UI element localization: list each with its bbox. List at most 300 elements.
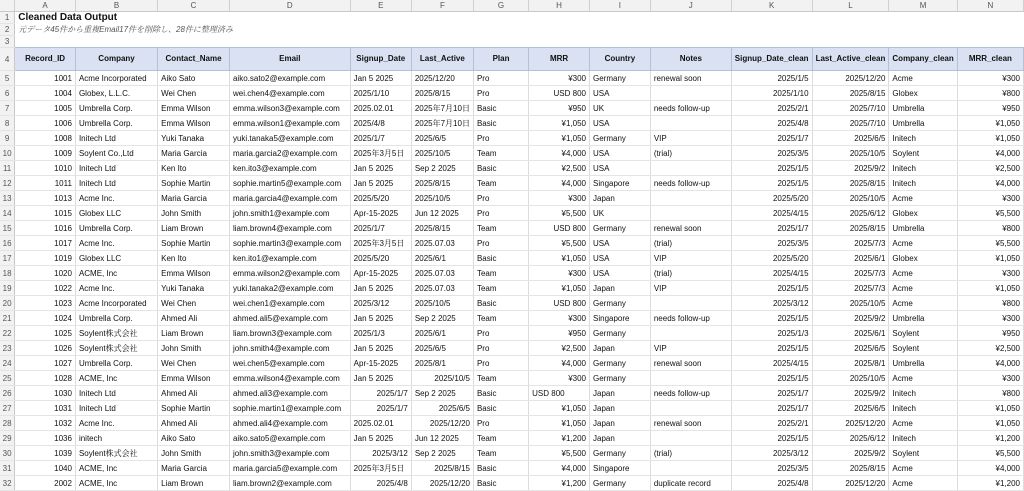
cell-company-clean[interactable]: Initech <box>889 176 957 191</box>
cell-last-active-clean[interactable]: 2025/8/15 <box>812 461 889 476</box>
cell-company-clean[interactable]: Acme <box>889 281 957 296</box>
cell-last-active[interactable]: 2025/8/15 <box>411 461 473 476</box>
cell-contact-name[interactable]: John Smith <box>158 446 230 461</box>
cell-country[interactable]: Singapore <box>590 461 651 476</box>
cell-mrr[interactable]: ¥2,500 <box>529 341 590 356</box>
cell-country[interactable]: Singapore <box>590 311 651 326</box>
cell-country[interactable]: UK <box>590 206 651 221</box>
cell-mrr[interactable]: ¥300 <box>529 191 590 206</box>
cell-email[interactable]: liam.brown4@example.com <box>229 221 350 236</box>
cell-notes[interactable]: needs follow-up <box>650 101 731 116</box>
cell-company-clean[interactable]: Globex <box>889 206 957 221</box>
header-cell[interactable]: Notes <box>650 48 731 71</box>
cell-country[interactable]: Germany <box>590 326 651 341</box>
row-number[interactable]: 16 <box>0 236 15 251</box>
row-number[interactable]: 6 <box>0 86 15 101</box>
cell-notes[interactable]: (trial) <box>650 266 731 281</box>
cell-notes[interactable]: VIP <box>650 341 731 356</box>
cell-notes[interactable] <box>650 461 731 476</box>
row-number[interactable]: 8 <box>0 116 15 131</box>
header-cell[interactable]: Contact_Name <box>158 48 230 71</box>
cell-last-active[interactable]: 2025/10/5 <box>411 146 473 161</box>
cell-signup-date-clean[interactable]: 2025/1/7 <box>731 131 812 146</box>
cell-mrr-clean[interactable]: ¥4,000 <box>957 356 1023 371</box>
row-number[interactable]: 1 <box>0 12 15 24</box>
cell-mrr[interactable]: ¥4,000 <box>529 356 590 371</box>
cell-mrr[interactable]: ¥1,200 <box>529 476 590 491</box>
cell-record-id[interactable]: 1019 <box>15 251 76 266</box>
cell-signup-date[interactable]: Jan 5 2025 <box>350 341 411 356</box>
cell-plan[interactable]: Pro <box>473 131 528 146</box>
cell-mrr-clean[interactable]: ¥800 <box>957 86 1023 101</box>
cell-signup-date-clean[interactable]: 2025/3/5 <box>731 236 812 251</box>
cell-record-id[interactable]: 1013 <box>15 191 76 206</box>
cell-signup-date-clean[interactable]: 2025/4/15 <box>731 266 812 281</box>
cell-company[interactable]: Initech Ltd <box>75 401 157 416</box>
cell-email[interactable]: maria.garcia4@example.com <box>229 191 350 206</box>
cell-plan[interactable]: Pro <box>473 341 528 356</box>
cell-signup-date-clean[interactable]: 2025/4/15 <box>731 206 812 221</box>
cell-record-id[interactable]: 1009 <box>15 146 76 161</box>
cell-company[interactable]: Umbrella Corp. <box>75 356 157 371</box>
cell-contact-name[interactable]: Maria Garcia <box>158 146 230 161</box>
cell-last-active[interactable]: 2025年7月10日 <box>411 116 473 131</box>
cell-email[interactable]: ahmed.ali5@example.com <box>229 311 350 326</box>
cell-company-clean[interactable]: Acme <box>889 71 957 86</box>
cell-signup-date[interactable]: 2025/1/7 <box>350 401 411 416</box>
cell-record-id[interactable]: 1027 <box>15 356 76 371</box>
cell-company[interactable]: Acme Inc. <box>75 416 157 431</box>
header-cell[interactable]: Company <box>75 48 157 71</box>
cell-plan[interactable]: Basic <box>473 116 528 131</box>
cell-notes[interactable]: renewal soon <box>650 221 731 236</box>
cell-contact-name[interactable]: Ken Ito <box>158 251 230 266</box>
cell-notes[interactable] <box>650 191 731 206</box>
row-number[interactable]: 22 <box>0 326 15 341</box>
cell-mrr[interactable]: ¥1,200 <box>529 431 590 446</box>
cell-record-id[interactable]: 1006 <box>15 116 76 131</box>
cell-signup-date[interactable]: 2025/1/3 <box>350 326 411 341</box>
cell-company-clean[interactable]: Acme <box>889 236 957 251</box>
cell-last-active-clean[interactable]: 2025/9/2 <box>812 386 889 401</box>
header-cell[interactable]: Signup_Date_clean <box>731 48 812 71</box>
cell-notes[interactable] <box>650 86 731 101</box>
cell-plan[interactable]: Basic <box>473 161 528 176</box>
cell-company[interactable]: Acme Incorporated <box>75 296 157 311</box>
cell-country[interactable]: Japan <box>590 386 651 401</box>
cell-company-clean[interactable]: Acme <box>889 416 957 431</box>
column-letter-f[interactable]: F <box>411 0 473 12</box>
cell-country[interactable]: Germany <box>590 131 651 146</box>
row-number[interactable]: 19 <box>0 281 15 296</box>
cell-company[interactable]: Soylent株式会社 <box>75 446 157 461</box>
cell-signup-date-clean[interactable]: 2025/1/5 <box>731 176 812 191</box>
cell-contact-name[interactable]: Liam Brown <box>158 221 230 236</box>
cell-contact-name[interactable]: Maria Garcia <box>158 461 230 476</box>
cell-plan[interactable]: Basic <box>473 386 528 401</box>
empty-cell[interactable] <box>15 36 1024 48</box>
cell-signup-date-clean[interactable]: 2025/1/5 <box>731 371 812 386</box>
cell-last-active[interactable]: Sep 2 2025 <box>411 161 473 176</box>
cell-last-active-clean[interactable]: 2025/10/5 <box>812 371 889 386</box>
cell-last-active[interactable]: 2025.07.03 <box>411 236 473 251</box>
cell-record-id[interactable]: 1020 <box>15 266 76 281</box>
column-letter-n[interactable]: N <box>957 0 1023 12</box>
cell-last-active-clean[interactable]: 2025/10/5 <box>812 296 889 311</box>
cell-signup-date-clean[interactable]: 2025/2/1 <box>731 101 812 116</box>
cell-mrr-clean[interactable]: ¥950 <box>957 326 1023 341</box>
cell-last-active-clean[interactable]: 2025/6/1 <box>812 326 889 341</box>
cell-mrr-clean[interactable]: ¥2,500 <box>957 161 1023 176</box>
cell-mrr[interactable]: USD 800 <box>529 296 590 311</box>
cell-signup-date-clean[interactable]: 2025/3/5 <box>731 461 812 476</box>
cell-last-active[interactable]: 2025.07.03 <box>411 281 473 296</box>
cell-last-active[interactable]: 2025/6/5 <box>411 401 473 416</box>
cell-contact-name[interactable]: Wei Chen <box>158 356 230 371</box>
cell-notes[interactable]: (trial) <box>650 236 731 251</box>
column-letter-j[interactable]: J <box>650 0 731 12</box>
cell-notes[interactable]: needs follow-up <box>650 311 731 326</box>
cell-last-active-clean[interactable]: 2025/7/10 <box>812 101 889 116</box>
cell-signup-date[interactable]: 2025/1/7 <box>350 386 411 401</box>
cell-company-clean[interactable]: Acme <box>889 296 957 311</box>
row-number[interactable]: 9 <box>0 131 15 146</box>
header-cell[interactable]: MRR_clean <box>957 48 1023 71</box>
cell-company[interactable]: Globex LLC <box>75 206 157 221</box>
cell-mrr[interactable]: ¥1,050 <box>529 131 590 146</box>
cell-email[interactable]: emma.wilson3@example.com <box>229 101 350 116</box>
cell-contact-name[interactable]: Maria Garcia <box>158 191 230 206</box>
cell-country[interactable]: USA <box>590 146 651 161</box>
cell-signup-date[interactable]: Apr-15-2025 <box>350 356 411 371</box>
cell-mrr-clean[interactable]: ¥1,050 <box>957 131 1023 146</box>
row-number[interactable]: 2 <box>0 24 15 36</box>
cell-email[interactable]: sophie.martin5@example.com <box>229 176 350 191</box>
cell-mrr[interactable]: ¥950 <box>529 101 590 116</box>
cell-signup-date-clean[interactable]: 2025/4/8 <box>731 116 812 131</box>
cell-plan[interactable]: Pro <box>473 191 528 206</box>
cell-notes[interactable] <box>650 401 731 416</box>
cell-company-clean[interactable]: Acme <box>889 371 957 386</box>
cell-signup-date-clean[interactable]: 2025/2/1 <box>731 416 812 431</box>
header-cell[interactable]: Signup_Date <box>350 48 411 71</box>
cell-mrr-clean[interactable]: ¥300 <box>957 266 1023 281</box>
cell-company[interactable]: initech <box>75 431 157 446</box>
cell-mrr-clean[interactable]: ¥4,000 <box>957 461 1023 476</box>
cell-email[interactable]: wei.chen5@example.com <box>229 356 350 371</box>
cell-last-active-clean[interactable]: 2025/6/5 <box>812 131 889 146</box>
cell-plan[interactable]: Team <box>473 146 528 161</box>
row-number[interactable]: 23 <box>0 341 15 356</box>
cell-company[interactable]: ACME, Inc <box>75 476 157 491</box>
cell-country[interactable]: Germany <box>590 371 651 386</box>
cell-last-active[interactable]: Sep 2 2025 <box>411 386 473 401</box>
cell-last-active-clean[interactable]: 2025/10/5 <box>812 146 889 161</box>
row-number[interactable]: 31 <box>0 461 15 476</box>
cell-last-active[interactable]: Jun 12 2025 <box>411 431 473 446</box>
cell-last-active[interactable]: 2025/6/1 <box>411 326 473 341</box>
cell-company[interactable]: Initech Ltd <box>75 176 157 191</box>
cell-country[interactable]: Germany <box>590 221 651 236</box>
cell-notes[interactable] <box>650 206 731 221</box>
cell-country[interactable]: Japan <box>590 191 651 206</box>
cell-record-id[interactable]: 1025 <box>15 326 76 341</box>
cell-email[interactable]: aiko.sato5@example.com <box>229 431 350 446</box>
cell-signup-date[interactable]: Jan 5 2025 <box>350 431 411 446</box>
cell-mrr-clean[interactable]: ¥300 <box>957 71 1023 86</box>
cell-company-clean[interactable]: Globex <box>889 251 957 266</box>
cell-signup-date[interactable]: 2025年3月5日 <box>350 461 411 476</box>
cell-contact-name[interactable]: Yuki Tanaka <box>158 131 230 146</box>
cell-country[interactable]: USA <box>590 116 651 131</box>
cell-notes[interactable]: (trial) <box>650 446 731 461</box>
cell-signup-date[interactable]: Jan 5 2025 <box>350 176 411 191</box>
cell-company[interactable]: Globex, L.L.C. <box>75 86 157 101</box>
cell-country[interactable]: Japan <box>590 401 651 416</box>
cell-signup-date-clean[interactable]: 2025/1/5 <box>731 431 812 446</box>
cell-country[interactable]: USA <box>590 86 651 101</box>
cell-company[interactable]: ACME, Inc <box>75 266 157 281</box>
cell-notes[interactable]: VIP <box>650 251 731 266</box>
cell-mrr[interactable]: ¥5,500 <box>529 206 590 221</box>
column-letter-i[interactable]: I <box>590 0 651 12</box>
cell-contact-name[interactable]: John Smith <box>158 341 230 356</box>
cell-country[interactable]: Singapore <box>590 176 651 191</box>
cell-company[interactable]: Umbrella Corp. <box>75 101 157 116</box>
cell-company-clean[interactable]: Initech <box>889 431 957 446</box>
cell-record-id[interactable]: 1005 <box>15 101 76 116</box>
cell-plan[interactable]: Team <box>473 176 528 191</box>
cell-notes[interactable]: VIP <box>650 281 731 296</box>
cell-email[interactable]: john.smith4@example.com <box>229 341 350 356</box>
cell-email[interactable]: yuki.tanaka5@example.com <box>229 131 350 146</box>
cell-record-id[interactable]: 1028 <box>15 371 76 386</box>
row-number[interactable]: 11 <box>0 161 15 176</box>
cell-last-active-clean[interactable]: 2025/12/20 <box>812 476 889 491</box>
cell-company-clean[interactable]: Soylent <box>889 446 957 461</box>
cell-mrr[interactable]: USD 800 <box>529 221 590 236</box>
cell-mrr-clean[interactable]: ¥300 <box>957 371 1023 386</box>
column-letter-l[interactable]: L <box>812 0 889 12</box>
cell-company[interactable]: ACME, Inc <box>75 461 157 476</box>
cell-country[interactable]: Japan <box>590 431 651 446</box>
cell-company-clean[interactable]: Acme <box>889 191 957 206</box>
cell-signup-date-clean[interactable]: 2025/3/5 <box>731 146 812 161</box>
header-cell[interactable]: Last_Active <box>411 48 473 71</box>
cell-notes[interactable] <box>650 431 731 446</box>
cell-plan[interactable]: Team <box>473 311 528 326</box>
cell-last-active-clean[interactable]: 2025/8/15 <box>812 176 889 191</box>
column-letter-c[interactable]: C <box>158 0 230 12</box>
cell-signup-date-clean[interactable]: 2025/5/20 <box>731 191 812 206</box>
cell-plan[interactable]: Team <box>473 221 528 236</box>
row-number[interactable]: 15 <box>0 221 15 236</box>
cell-mrr[interactable]: ¥950 <box>529 326 590 341</box>
cell-country[interactable]: Japan <box>590 281 651 296</box>
cell-last-active-clean[interactable]: 2025/12/20 <box>812 71 889 86</box>
cell-signup-date[interactable]: 2025/5/20 <box>350 251 411 266</box>
cell-last-active[interactable]: 2025/10/5 <box>411 191 473 206</box>
cell-mrr-clean[interactable]: ¥300 <box>957 311 1023 326</box>
cell-mrr-clean[interactable]: ¥1,050 <box>957 251 1023 266</box>
row-number[interactable]: 18 <box>0 266 15 281</box>
row-number[interactable]: 5 <box>0 71 15 86</box>
row-number[interactable]: 10 <box>0 146 15 161</box>
cell-contact-name[interactable]: Emma Wilson <box>158 101 230 116</box>
cell-last-active[interactable]: 2025/12/20 <box>411 476 473 491</box>
cell-mrr-clean[interactable]: ¥1,050 <box>957 281 1023 296</box>
cell-country[interactable]: USA <box>590 236 651 251</box>
cell-last-active-clean[interactable]: 2025/12/20 <box>812 416 889 431</box>
cell-record-id[interactable]: 1015 <box>15 206 76 221</box>
cell-notes[interactable] <box>650 296 731 311</box>
cell-company[interactable]: Soylent Co.,Ltd <box>75 146 157 161</box>
cell-signup-date-clean[interactable]: 2025/1/5 <box>731 71 812 86</box>
cell-company[interactable]: Acme Inc. <box>75 281 157 296</box>
cell-company[interactable]: Acme Inc. <box>75 236 157 251</box>
cell-record-id[interactable]: 2002 <box>15 476 76 491</box>
cell-plan[interactable]: Team <box>473 431 528 446</box>
header-cell[interactable]: Plan <box>473 48 528 71</box>
row-number[interactable]: 28 <box>0 416 15 431</box>
cell-notes[interactable]: (trial) <box>650 146 731 161</box>
cell-last-active-clean[interactable]: 2025/6/1 <box>812 251 889 266</box>
cell-signup-date[interactable]: 2025/1/7 <box>350 221 411 236</box>
cell-mrr-clean[interactable]: ¥800 <box>957 296 1023 311</box>
cell-plan[interactable]: Team <box>473 371 528 386</box>
cell-last-active-clean[interactable]: 2025/9/2 <box>812 446 889 461</box>
cell-record-id[interactable]: 1004 <box>15 86 76 101</box>
row-number[interactable]: 30 <box>0 446 15 461</box>
cell-signup-date[interactable]: Jan 5 2025 <box>350 161 411 176</box>
cell-last-active[interactable]: 2025/8/15 <box>411 221 473 236</box>
sheet-subtitle[interactable]: 元データ45件から重複Email17件を削除し、28件に整理済み <box>18 25 233 34</box>
cell-record-id[interactable]: 1023 <box>15 296 76 311</box>
cell-signup-date[interactable]: Jan 5 2025 <box>350 281 411 296</box>
cell-plan[interactable]: Pro <box>473 71 528 86</box>
cell-plan[interactable]: Pro <box>473 326 528 341</box>
cell-signup-date-clean[interactable]: 2025/1/5 <box>731 161 812 176</box>
cell-company[interactable]: Initech Ltd <box>75 161 157 176</box>
cell-plan[interactable]: Pro <box>473 86 528 101</box>
column-letter-h[interactable]: H <box>529 0 590 12</box>
cell-company-clean[interactable]: Initech <box>889 131 957 146</box>
cell-email[interactable]: ken.ito1@example.com <box>229 251 350 266</box>
cell-country[interactable]: Japan <box>590 416 651 431</box>
cell-company-clean[interactable]: Soylent <box>889 326 957 341</box>
cell-plan[interactable]: Pro <box>473 416 528 431</box>
cell-mrr[interactable]: USD 800 <box>529 86 590 101</box>
column-letter-b[interactable]: B <box>75 0 157 12</box>
cell-email[interactable]: aiko.sato2@example.com <box>229 71 350 86</box>
cell-company[interactable]: Umbrella Corp. <box>75 311 157 326</box>
cell-mrr-clean[interactable]: ¥5,500 <box>957 206 1023 221</box>
cell-email[interactable]: wei.chen1@example.com <box>229 296 350 311</box>
cell-company[interactable]: Umbrella Corp. <box>75 221 157 236</box>
cell-company-clean[interactable]: Umbrella <box>889 116 957 131</box>
row-number[interactable]: 20 <box>0 296 15 311</box>
cell-mrr-clean[interactable]: ¥4,000 <box>957 146 1023 161</box>
cell-notes[interactable]: duplicate record <box>650 476 731 491</box>
cell-company-clean[interactable]: Umbrella <box>889 356 957 371</box>
cell-contact-name[interactable]: Aiko Sato <box>158 431 230 446</box>
cell-record-id[interactable]: 1001 <box>15 71 76 86</box>
cell-mrr-clean[interactable]: ¥800 <box>957 221 1023 236</box>
cell-email[interactable]: sophie.martin1@example.com <box>229 401 350 416</box>
cell-notes[interactable] <box>650 326 731 341</box>
cell-last-active[interactable]: 2025/6/1 <box>411 251 473 266</box>
cell-company[interactable]: ACME, Inc <box>75 371 157 386</box>
cell-company-clean[interactable]: Globex <box>889 86 957 101</box>
header-cell[interactable]: Company_clean <box>889 48 957 71</box>
cell-company[interactable]: Soylent株式会社 <box>75 341 157 356</box>
cell-email[interactable]: maria.garcia2@example.com <box>229 146 350 161</box>
cell-contact-name[interactable]: Wei Chen <box>158 86 230 101</box>
cell-last-active-clean[interactable]: 2025/8/15 <box>812 221 889 236</box>
cell-record-id[interactable]: 1031 <box>15 401 76 416</box>
cell-plan[interactable]: Team <box>473 446 528 461</box>
cell-plan[interactable]: Basic <box>473 476 528 491</box>
cell-email[interactable]: john.smith1@example.com <box>229 206 350 221</box>
cell-company-clean[interactable]: Acme <box>889 461 957 476</box>
cell-plan[interactable]: Basic <box>473 251 528 266</box>
cell-signup-date[interactable]: 2025.02.01 <box>350 101 411 116</box>
cell-signup-date-clean[interactable]: 2025/1/7 <box>731 401 812 416</box>
cell-country[interactable]: Japan <box>590 341 651 356</box>
cell-record-id[interactable]: 1022 <box>15 281 76 296</box>
cell-plan[interactable]: Basic <box>473 461 528 476</box>
cell-plan[interactable]: Team <box>473 281 528 296</box>
cell-email[interactable]: ken.ito3@example.com <box>229 161 350 176</box>
cell-notes[interactable]: VIP <box>650 131 731 146</box>
cell-contact-name[interactable]: Emma Wilson <box>158 371 230 386</box>
cell-last-active-clean[interactable]: 2025/7/3 <box>812 266 889 281</box>
cell-mrr[interactable]: USD 800 <box>529 386 590 401</box>
cell-contact-name[interactable]: Ahmed Ali <box>158 386 230 401</box>
cell-last-active[interactable]: Jun 12 2025 <box>411 206 473 221</box>
cell-email[interactable]: maria.garcia5@example.com <box>229 461 350 476</box>
header-cell[interactable]: Last_Active_clean <box>812 48 889 71</box>
cell-last-active[interactable]: 2025/12/20 <box>411 71 473 86</box>
cell-country[interactable]: Germany <box>590 296 651 311</box>
row-number[interactable]: 17 <box>0 251 15 266</box>
row-number[interactable]: 7 <box>0 101 15 116</box>
cell-contact-name[interactable]: Sophie Martin <box>158 176 230 191</box>
cell-country[interactable]: USA <box>590 266 651 281</box>
cell-email[interactable]: yuki.tanaka2@example.com <box>229 281 350 296</box>
cell-last-active-clean[interactable]: 2025/6/5 <box>812 341 889 356</box>
cell-notes[interactable] <box>650 116 731 131</box>
cell-company[interactable]: Acme Incorporated <box>75 71 157 86</box>
cell-contact-name[interactable]: John Smith <box>158 206 230 221</box>
cell-email[interactable]: liam.brown3@example.com <box>229 326 350 341</box>
cell-company-clean[interactable]: Initech <box>889 401 957 416</box>
cell-mrr[interactable]: ¥1,050 <box>529 401 590 416</box>
cell-record-id[interactable]: 1010 <box>15 161 76 176</box>
cell-signup-date-clean[interactable]: 2025/1/5 <box>731 341 812 356</box>
cell-email[interactable]: liam.brown2@example.com <box>229 476 350 491</box>
cell-mrr-clean[interactable]: ¥5,500 <box>957 236 1023 251</box>
cell-signup-date[interactable]: 2025/3/12 <box>350 446 411 461</box>
cell-mrr-clean[interactable]: ¥1,050 <box>957 416 1023 431</box>
cell-signup-date[interactable]: 2025/4/8 <box>350 476 411 491</box>
cell-record-id[interactable]: 1011 <box>15 176 76 191</box>
cell-signup-date[interactable]: 2025年3月5日 <box>350 236 411 251</box>
cell-email[interactable]: ahmed.ali4@example.com <box>229 416 350 431</box>
cell-company-clean[interactable]: Umbrella <box>889 101 957 116</box>
cell-email[interactable]: emma.wilson1@example.com <box>229 116 350 131</box>
cell-country[interactable]: Germany <box>590 476 651 491</box>
